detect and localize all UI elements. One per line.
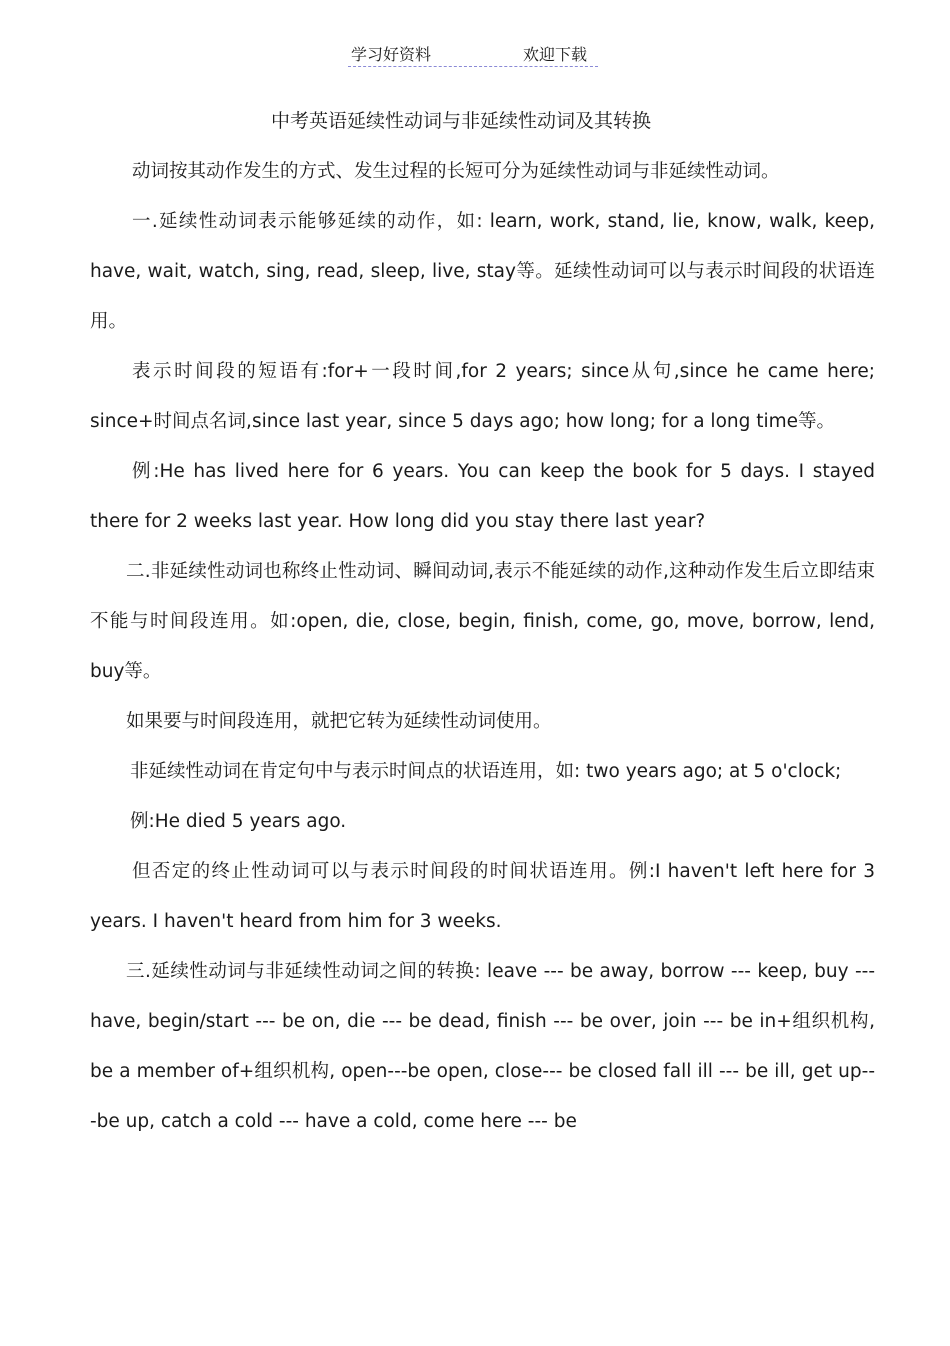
header-left-text: 学习好资料 <box>351 45 432 64</box>
paragraph-time-phrases: 表示时间段的短语有:for+一段时间,for 2 years; since从句,since he came here; since+时间点名词,since last year, since 5 days ago; how long; for a long time等。 <box>90 361 875 432</box>
header-right-text: 欢迎下载 <box>523 45 588 64</box>
page-header <box>348 40 598 67</box>
paragraph-conversion-list: 三.延续性动词与非延续性动词之间的转换: leave --- be away, borrow --- keep, buy --- have, begin/start --- be on, die --- be dead, finish --- be over, join --- be in+组织机构, be a member of+组织机构, open---be open, close--- be closed fall ill --- be ill, get up---be up, catch a cold --- have a cold, come here --- be <box>90 961 875 1132</box>
paragraph-durative-verbs: 一.延续性动词表示能够延续的动作，如: learn, work, stand, lie, know, walk, keep, have, wait, watch, sing, read, sleep, live, stay等。延续性动词可以与表示时间段的状语连用。 <box>90 211 875 332</box>
paragraph-time-point: 非延续性动词在肯定句中与表示时间点的状语连用，如: two years ago; at 5 o'clock; <box>130 761 842 782</box>
paragraph-negative: 但否定的终止性动词可以与表示时间段的时间状语连用。例:I haven't left here for 3 years. I haven't heard from him for 3 weeks. <box>90 861 875 932</box>
paragraph-intro: 动词按其动作发生的方式、发生过程的长短可分为延续性动词与非延续性动词。 <box>132 161 780 182</box>
paragraph-conversion-note: 如果要与时间段连用，就把它转为延续性动词使用。 <box>126 711 552 732</box>
paragraph-non-durative-verbs: 二.非延续性动词也称终止性动词、瞬间动词,表示不能延续的动作,这种动作发生后立即结束不能与时间段连用。如:open, die, close, begin, finish, come, go, move, borrow, lend, buy等。 <box>90 561 875 682</box>
document-title: 中考英语延续性动词与非延续性动词及其转换 <box>270 110 651 132</box>
document-body <box>90 147 875 1147</box>
paragraph-example-2: 例:He died 5 years ago. <box>130 811 347 832</box>
paragraph-example-1: 例:He has lived here for 6 years. You can keep the book for 5 days. I stayed there for 2 weeks last year. How long did you stay there last year? <box>90 461 875 532</box>
